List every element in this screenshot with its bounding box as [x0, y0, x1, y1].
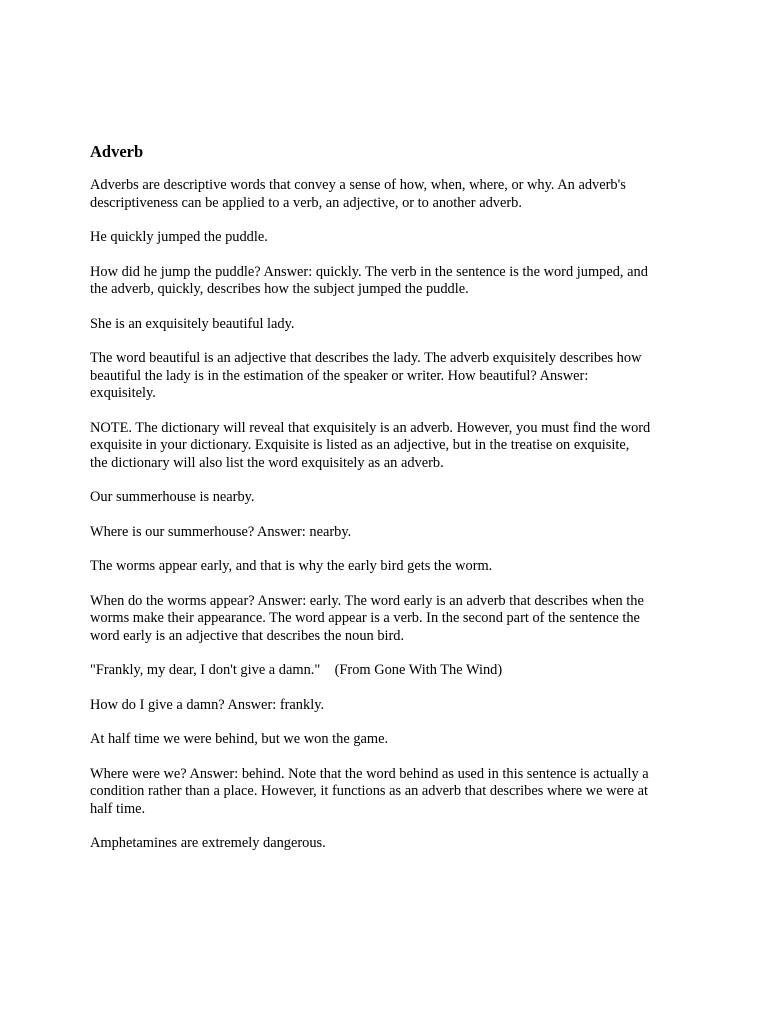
body-paragraph: [90, 558, 690, 576]
body-paragraph: [90, 489, 690, 507]
document-title: Adverb: [90, 142, 144, 161]
paragraph-line: He quickly jumped the puddle.: [90, 229, 268, 245]
body-paragraph: [90, 835, 690, 853]
paragraph-line: The worms appear early, and that is why the early bird gets the worm.: [90, 558, 493, 574]
paragraph-line: Adverbs are descriptive words that convey a sense of how, when, where, or why. An adverb's: [90, 177, 626, 193]
paragraph-line: When do the worms appear? Answer: early. The word early is an adverb that describes when the: [90, 592, 644, 609]
document-page: [90, 142, 690, 870]
paragraph-line: Where is our summerhouse? Answer: nearby.: [90, 523, 352, 540]
paragraph-line: Amphetamines are extremely dangerous.: [90, 835, 326, 851]
body-paragraph: [90, 766, 690, 819]
paragraph-line: exquisite in your dictionary. Exquisite is listed as an adjective, but in the treatise on exquisite,: [90, 437, 630, 453]
paragraph-line: Where were we? Answer: behind. Note that the word behind as used in this sentence is actually a: [90, 765, 649, 782]
paragraph-line: the adverb, quickly, describes how the subject jumped the puddle.: [90, 281, 469, 297]
paragraph-line: descriptiveness can be applied to a verb, an adjective, or to another adverb.: [90, 194, 522, 211]
paragraph-line: How did he jump the puddle? Answer: quickly. The verb in the sentence is the word jumped, and: [90, 263, 648, 280]
body-paragraph: [90, 697, 690, 715]
paragraph-line: word early is an adjective that describes the noun bird.: [90, 627, 405, 644]
paragraph-line: At half time we were behind, but we won the game.: [90, 731, 389, 747]
body-paragraph: [90, 264, 690, 299]
paragraph-line: beautiful the lady is in the estimation of the speaker or writer. How beautiful? Answer:: [90, 367, 589, 384]
paragraph-line: "Frankly, my dear, I don't give a damn." (From Gone With The Wind): [90, 662, 503, 678]
paragraph-line: How do I give a damn? Answer: frankly.: [90, 696, 325, 713]
body-paragraph: [90, 229, 690, 247]
body-paragraph: [90, 524, 690, 542]
paragraph-line: worms make their appearance. The word appear is a verb. In the second part of the sentence the: [90, 610, 640, 626]
document-body: [90, 177, 690, 853]
body-paragraph: [90, 177, 690, 212]
body-paragraph: [90, 731, 690, 749]
paragraph-line: the dictionary will also list the word exquisitely as an adverb.: [90, 454, 444, 471]
paragraph-line: condition rather than a place. However, it functions as an adverb that describes where we were at: [90, 783, 649, 799]
paragraph-line: She is an exquisitely beautiful lady.: [90, 315, 295, 332]
paragraph-line: NOTE. The dictionary will reveal that exquisitely is an adverb. However, you must find the word: [90, 419, 651, 436]
paragraph-line: half time.: [90, 800, 146, 817]
paragraph-line: exquisitely.: [90, 385, 156, 401]
body-paragraph: [90, 316, 690, 334]
body-paragraph: [90, 350, 690, 403]
paragraph-line: Our summerhouse is nearby.: [90, 489, 255, 505]
paragraph-line: The word beautiful is an adjective that describes the lady. The adverb exquisitely describes how: [90, 350, 642, 366]
body-paragraph: [90, 593, 690, 646]
body-paragraph: [90, 662, 690, 680]
body-paragraph: [90, 420, 690, 473]
